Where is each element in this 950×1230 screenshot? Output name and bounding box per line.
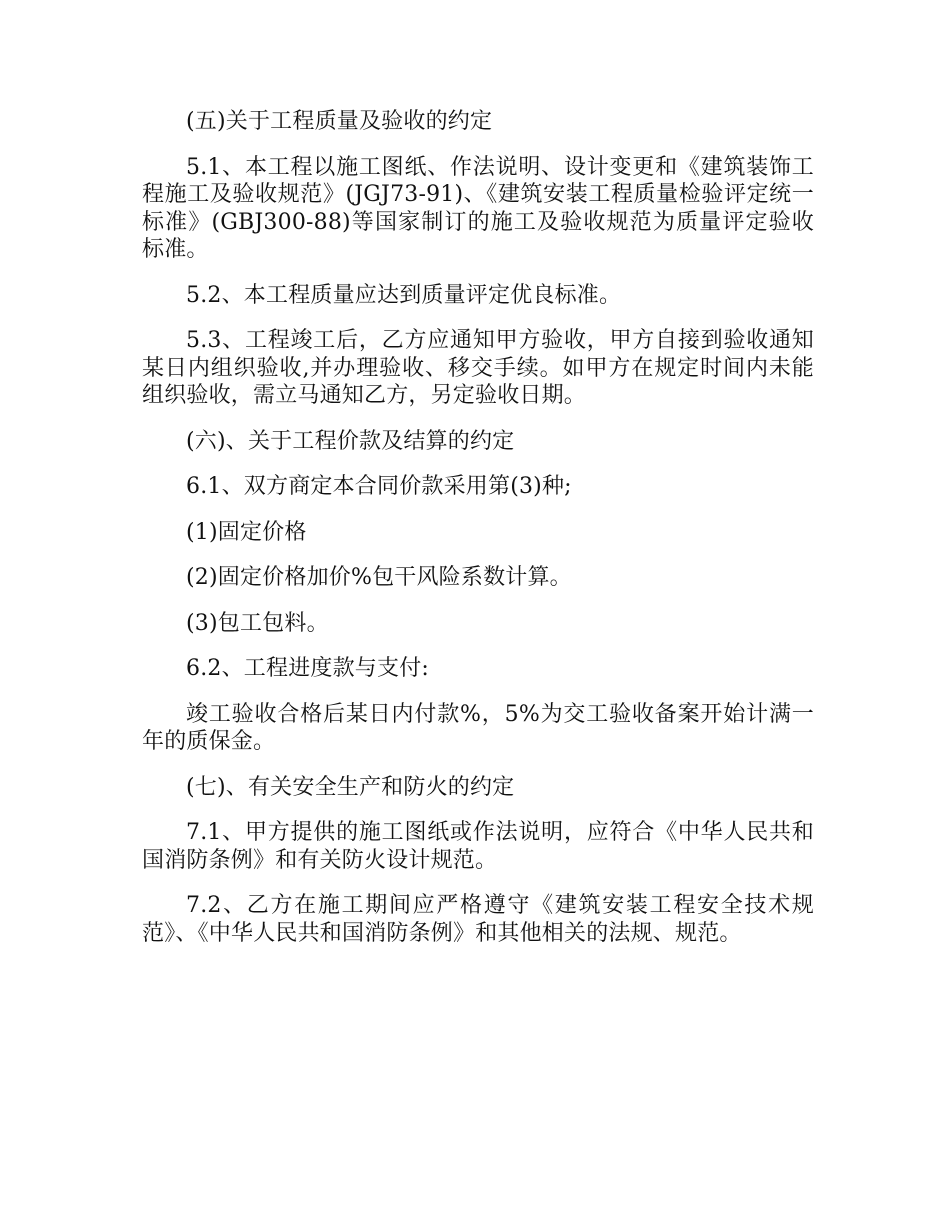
clause-5-2: 5.2、本工程质量应达到质量评定优良标准。 (186, 282, 622, 308)
clause-7-2: 7.2、乙方在施工期间应严格遵守《建筑安装工程安全技术规范》、《中华人民共和国消防条例》和其他相关的法规、规范。 (142, 893, 814, 946)
section-heading-quality: (五)关于工程质量及验收的约定 (186, 109, 493, 134)
option-2: (2)固定价格加价%包干风险系数计算。 (186, 565, 572, 590)
option-1: (1)固定价格 (186, 519, 307, 545)
clause-6-2: 6.2、工程进度款与支付: (186, 656, 430, 681)
clause-5-1: 5.1、本工程以施工图纸、作法说明、设计变更和《建筑装饰工程施工及验收规范》(JGJ73-91)、《建筑安装工程质量检验评定统一标准》(GBJ300-88)等国家制订的施工及验收规范为质量评定验收标准。 (142, 154, 814, 262)
section-heading-safety: (七)、有关安全生产和防火的约定 (186, 774, 515, 800)
document-page (142, 108, 814, 965)
payment-terms: 竣工验收合格后某日内付款%，5%为交工验收备案开始计满一年的质保金。 (142, 701, 814, 754)
clause-7-1: 7.1、甲方提供的施工图纸或作法说明，应符合《中华人民共和国消防条例》和有关防火设计规范。 (142, 820, 814, 873)
option-3: (3)包工包料。 (186, 610, 329, 636)
clause-5-3: 5.3、工程竣工后，乙方应通知甲方验收，甲方自接到验收通知某日内组织验收,并办理验收、移交手续。如甲方在规定时间内未能组织验收，需立马通知乙方，另定验收日期。 (142, 328, 814, 408)
clause-6-1: 6.1、双方商定本合同价款采用第(3)种; (186, 474, 572, 499)
section-heading-price: (六)、关于工程价款及结算的约定 (186, 428, 515, 454)
